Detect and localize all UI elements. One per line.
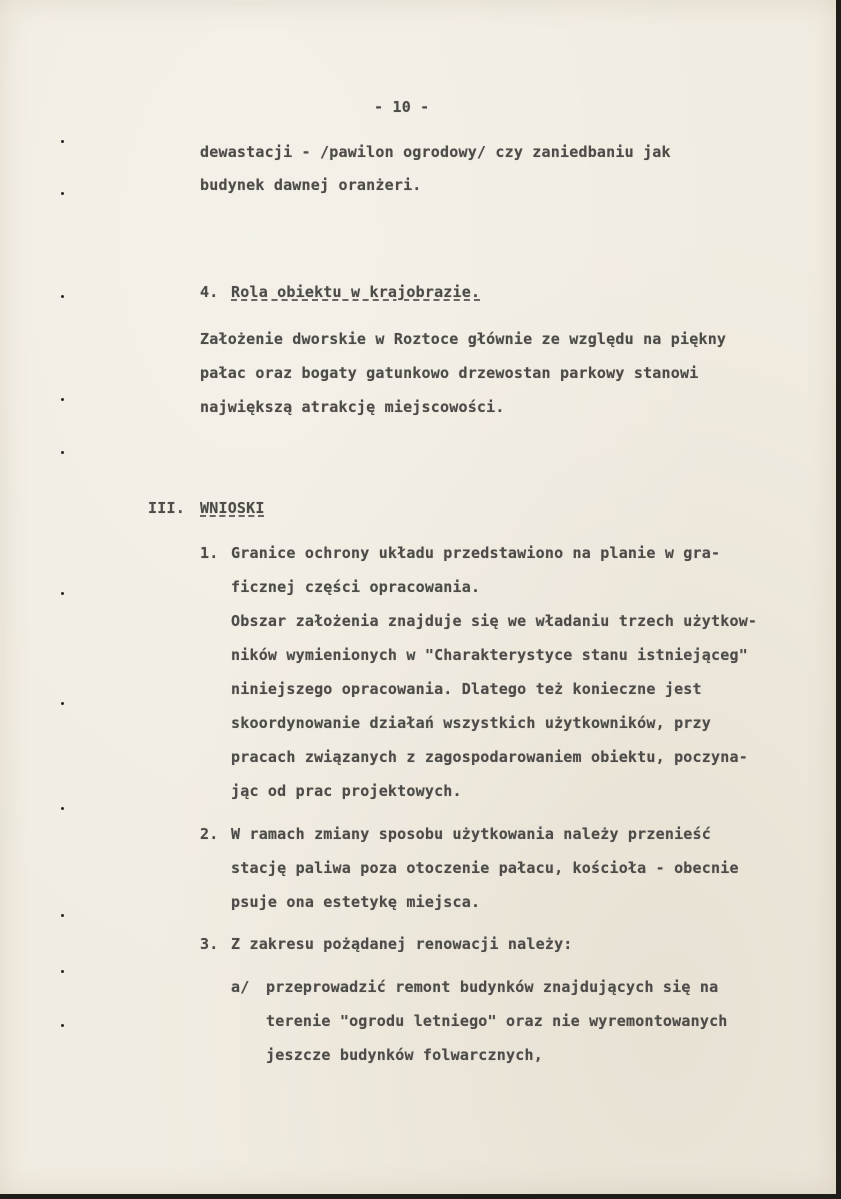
subitem-line: przeprowadzić remont budynków znajdujących się na xyxy=(266,978,719,996)
paragraph-line: Założenie dworskie w Roztoce głównie ze względu na piękny xyxy=(200,330,727,348)
paragraph-line: pałac oraz bogaty gatunkowo drzewostan parkowy stanowi xyxy=(200,364,699,382)
list-item-line: ficznej części opracowania. xyxy=(231,578,481,596)
list-item-number: 3. xyxy=(200,935,219,953)
page-number: - 10 - xyxy=(374,98,430,116)
margin-dot xyxy=(61,140,64,143)
margin-dot xyxy=(61,192,64,195)
list-item-line: W ramach zmiany sposobu użytkowania należy przenieść xyxy=(231,825,711,843)
chapter-heading xyxy=(148,499,265,517)
subitem-line: jeszcze budynków folwarcznych, xyxy=(266,1046,543,1064)
section-heading xyxy=(200,283,480,301)
margin-dot xyxy=(61,451,64,454)
margin-dot xyxy=(61,398,64,401)
margin-dot xyxy=(61,295,64,298)
list-item-line: stację paliwa poza otoczenie pałacu, kościoła - obecnie xyxy=(231,859,739,877)
chapter-title: WNIOSKI xyxy=(200,499,265,517)
chapter-number: III. xyxy=(148,499,185,517)
list-item-number: 2. xyxy=(200,825,219,843)
list-item-line: ników wymienionych w "Charakterystyce stanu istniejąceg" xyxy=(231,646,748,664)
margin-dot xyxy=(61,970,64,973)
section-title: Rola obiektu w krajobrazie. xyxy=(231,283,481,301)
margin-dot xyxy=(61,1024,64,1027)
section-number: 4. xyxy=(200,283,219,301)
list-item-line: psuje ona estetykę miejsca. xyxy=(231,893,481,911)
intro-line: dewastacji - /pawilon ogrodowy/ czy zaniedbaniu jak xyxy=(200,143,671,161)
paragraph-line: największą atrakcję miejscowości. xyxy=(200,398,505,416)
margin-dot xyxy=(61,807,64,810)
margin-dot xyxy=(61,592,64,595)
list-item-line: pracach związanych z zagospodarowaniem obiektu, poczyna- xyxy=(231,748,748,766)
list-item-line: Obszar założenia znajduje się we władaniu trzech użytkow- xyxy=(231,612,758,630)
margin-dot xyxy=(61,702,64,705)
list-item-line: niniejszego opracowania. Dlatego też konieczne jest xyxy=(231,680,702,698)
subitem-line: terenie "ogrodu letniego" oraz nie wyremontowanych xyxy=(266,1012,728,1030)
list-item-line: Granice ochrony układu przedstawiono na planie w gra- xyxy=(231,544,721,562)
list-item-line: jąc od prac projektowych. xyxy=(231,782,462,800)
list-item-line: skoordynowanie działań wszystkich użytkowników, przy xyxy=(231,714,711,732)
intro-line: budynek dawnej oranżeri. xyxy=(200,176,422,194)
margin-dot xyxy=(61,914,64,917)
list-item-number: 1. xyxy=(200,544,219,562)
subitem-label: a/ xyxy=(231,978,250,996)
list-item-line: Z zakresu pożądanej renowacji należy: xyxy=(231,935,573,953)
